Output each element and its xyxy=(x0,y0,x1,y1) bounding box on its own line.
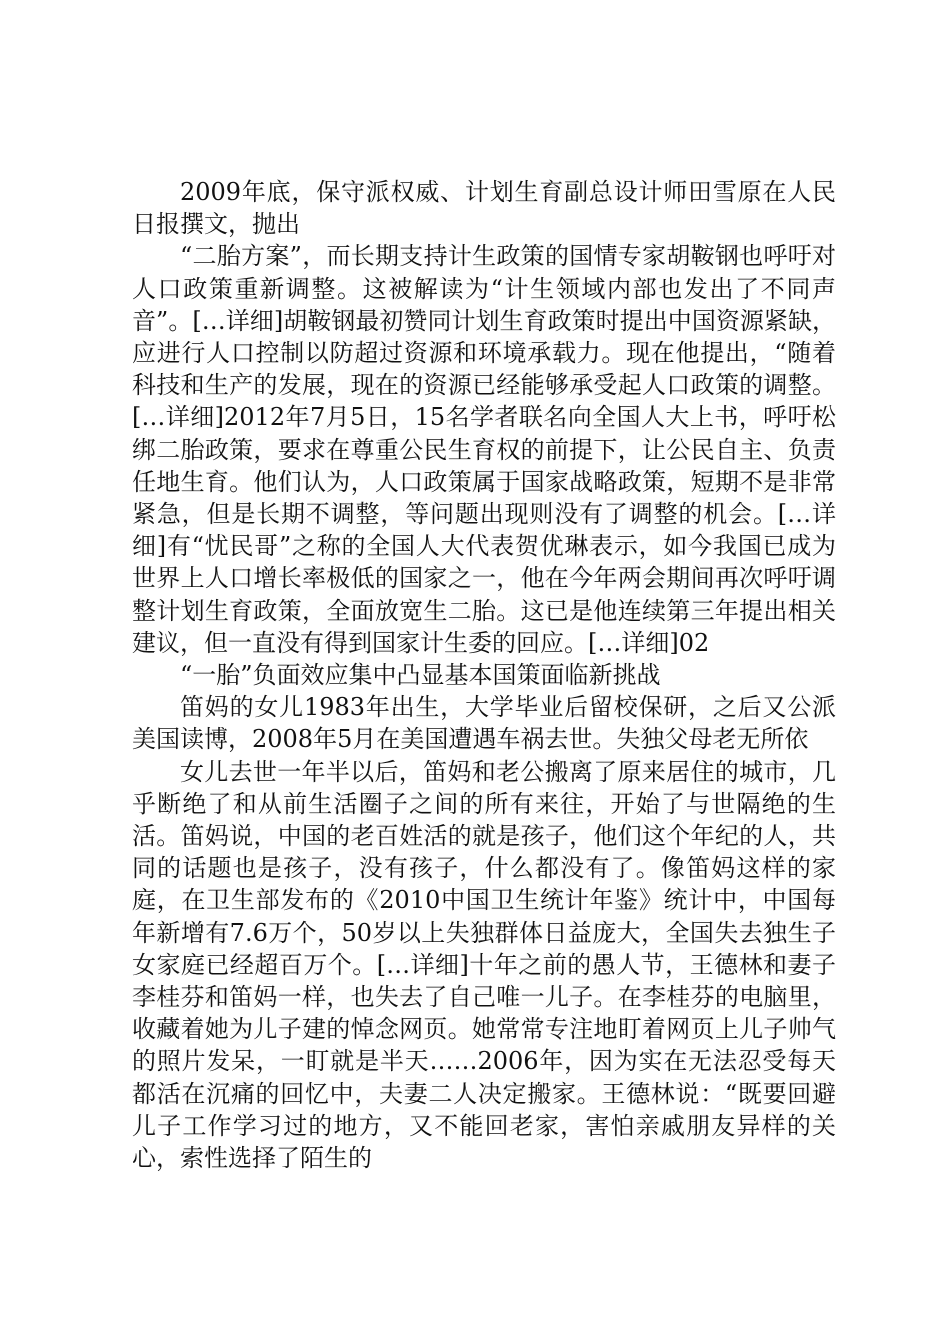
paragraph-2: “二胎方案”，而长期支持计生政策的国情专家胡鞍钢也呼吁对人口政策重新调整。这被解读为“计生领域内部也发出了不同声音”。[…详细]胡鞍钢最初赞同计划生育政策时提出中国资源紧缺，应进行人口控制以防超过资源和环境承载力。现在他提出，“随着科技和生产的发展，现在的资源已经能够承受起人口政策的调整。[…详细]2012年7月5日，15名学者联名向全国人大上书，呼吁松绑二胎政策，要求在尊重公民生育权的前提下，让公民自主、负责任地生育。他们认为，人口政策属于国家战略政策，短期不是非常紧急，但是长期不调整，等问题出现则没有了调整的机会。[…详细]有“忧民哥”之称的全国人大代表贺优琳表示，如今我国已成为世界上人口增长率极低的国家之一，他在今年两会期间再次呼吁调整计划生育政策，全面放宽生二胎。这已是他连续第三年提出相关建议，但一直没有得到国家计生委的回应。[…详细]02 xyxy=(132,242,836,657)
paragraph-1: 2009年底，保守派权威、计划生育副总设计师田雪原在人民日报撰文，抛出 xyxy=(132,178,836,239)
paragraph-3: 笛妈的女儿1983年出生，大学毕业后留校保研，之后又公派美国读博，2008年5月在美国遭遇车祸去世。失独父母老无所依 xyxy=(132,693,836,754)
document-body xyxy=(132,176,836,1174)
section-heading: “一胎”负面效应集中凸显基本国策面临新挑战 xyxy=(180,661,661,690)
paragraph-4: 女儿去世一年半以后，笛妈和老公搬离了原来居住的城市，几乎断绝了和从前生活圈子之间的所有来往，开始了与世隔绝的生活。笛妈说，中国的老百姓活的就是孩子，他们这个年纪的人，共同的话题也是孩子，没有孩子，什么都没有了。像笛妈这样的家庭，在卫生部发布的《2010中国卫生统计年鉴》统计中，中国每年新增有7.6万个，50岁以上失独群体日益庞大，全国失去独生子女家庭已经超百万个。[…详细]十年之前的愚人节，王德林和妻子李桂芬和笛妈一样，也失去了自己唯一儿子。在李桂芬的电脑里，收藏着她为儿子建的悼念网页。她常常专注地盯着网页上儿子帅气的照片发呆，一盯就是半天……2006年，因为实在无法忍受每天都活在沉痛的回忆中，夫妻二人决定搬家。王德林说：“既要回避儿子工作学习过的地方，又不能回老家，害怕亲戚朋友异样的关心，索性选择了陌生的 xyxy=(132,757,836,1173)
